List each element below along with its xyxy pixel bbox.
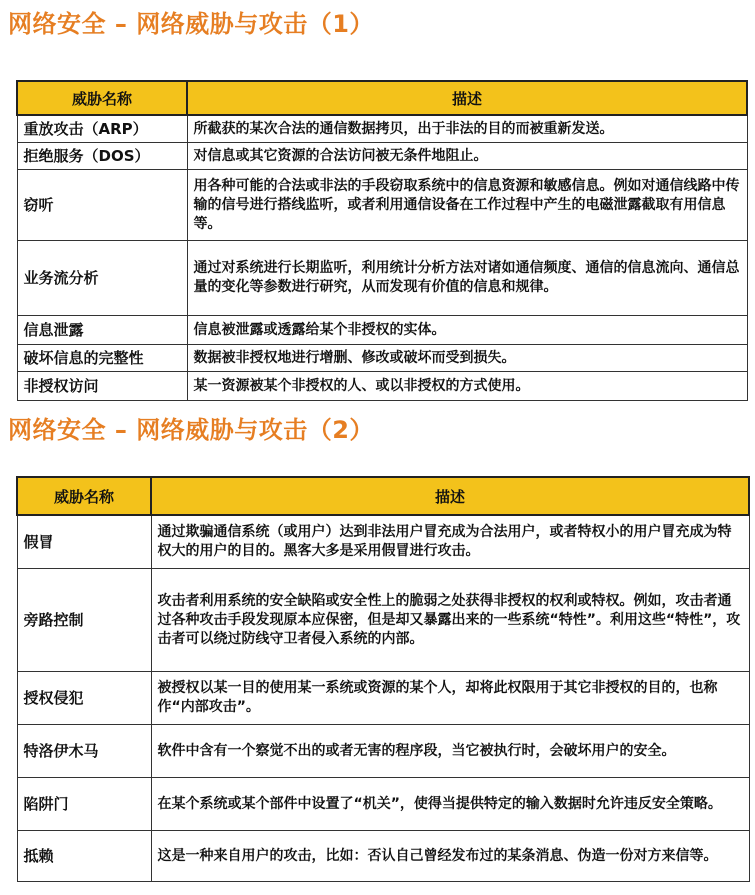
threat-name: 旁路控制 [17,569,151,672]
threat-name: 信息泄露 [17,316,187,345]
threat-name: 假冒 [17,515,151,569]
threat-name: 重放攻击（ARP） [17,115,187,143]
threat-description: 攻击者利用系统的安全缺陷或安全性上的脆弱之处获得非授权的权利或特权。例如，攻击者通过各种攻击手段发现原本应保密，但是却又暴露出来的一些系统“特性”。利用这些“特性”，攻击者可以绕过防线守卫者侵入系统的内部。 [151,569,749,672]
threat-description: 某一资源被某个非授权的人、或以非授权的方式使用。 [187,372,747,401]
table-row [17,115,747,143]
table-row [17,672,749,725]
table-row [17,316,747,345]
threat-name: 非授权访问 [17,372,187,401]
threat-name: 陷阱门 [17,778,151,831]
threat-name: 抵赖 [17,831,151,882]
table-row [17,372,747,401]
threat-name: 拒绝服务（DOS） [17,143,187,170]
section-2-title: 网络安全 – 网络威胁与攻击（2） [8,416,374,444]
table-row [17,345,747,372]
table-row [17,831,749,882]
threat-description: 用各种可能的合法或非法的手段窃取系统中的信息资源和敏感信息。例如对通信线路中传输的信号进行搭线监听，或者利用通信设备在工作过程中产生的电磁泄露截取有用信息等。 [187,170,747,241]
threat-description: 通过对系统进行长期监听，利用统计分析方法对诸如通信频度、通信的信息流向、通信总量的变化等参数进行研究，从而发现有价值的信息和规律。 [187,241,747,316]
table-row [17,170,747,241]
threat-description: 对信息或其它资源的合法访问被无条件地阻止。 [187,143,747,170]
table-row [17,569,749,672]
threat-description: 所截获的某次合法的通信数据拷贝，出于非法的目的而被重新发送。 [187,115,747,143]
table-header-row [17,81,747,115]
threats-table-1 [16,80,748,401]
table-header-row [17,477,749,515]
section-1-title: 网络安全 – 网络威胁与攻击（1） [8,10,374,38]
table-row [17,143,747,170]
threat-name: 业务流分析 [17,241,187,316]
threat-description: 在某个系统或某个部件中设置了“机关”，使得当提供特定的输入数据时允许违反安全策略。 [151,778,749,831]
threat-description: 软件中含有一个察觉不出的或者无害的程序段，当它被执行时，会破坏用户的安全。 [151,725,749,778]
header-description: 描述 [187,81,747,115]
threat-description: 数据被非授权地进行增删、修改或破坏而受到损失。 [187,345,747,372]
threat-description: 被授权以某一目的使用某一系统或资源的某个人，却将此权限用于其它非授权的目的，也称作“内部攻击”。 [151,672,749,725]
header-description: 描述 [151,477,749,515]
table-row [17,778,749,831]
threat-name: 特洛伊木马 [17,725,151,778]
threats-table-2 [16,476,750,882]
threat-name: 窃听 [17,170,187,241]
table-row [17,241,747,316]
header-threat-name: 威胁名称 [17,477,151,515]
table-row [17,725,749,778]
threat-description: 通过欺骗通信系统（或用户）达到非法用户冒充成为合法用户，或者特权小的用户冒充成为特权大的用户的目的。黑客大多是采用假冒进行攻击。 [151,515,749,569]
table-row [17,515,749,569]
header-threat-name: 威胁名称 [17,81,187,115]
threat-name: 破坏信息的完整性 [17,345,187,372]
threat-description: 这是一种来自用户的攻击，比如：否认自己曾经发布过的某条消息、伪造一份对方来信等。 [151,831,749,882]
threat-description: 信息被泄露或透露给某个非授权的实体。 [187,316,747,345]
threat-name: 授权侵犯 [17,672,151,725]
